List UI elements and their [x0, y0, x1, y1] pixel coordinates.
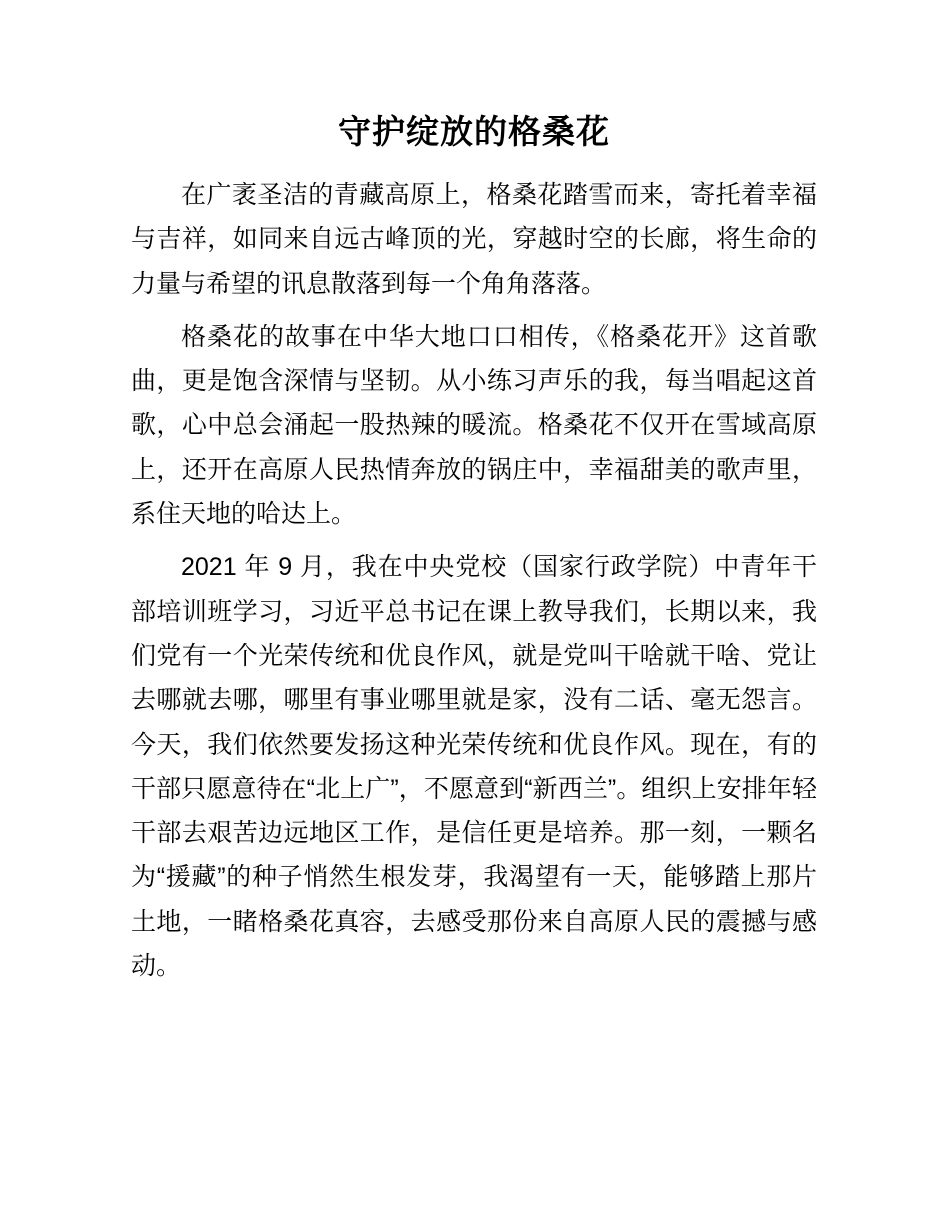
paragraph-gesang-song: 格桑花的故事在中华大地口口相传，《格桑花开》这首歌曲，更是饱含深情与坚韧。从小练习声乐的我，每当唱起这首歌，心中总会涌起一股热辣的暖流。格桑花不仅开在雪域高原上，还开在高原人民热情奔放的锅庄中，幸福甜美的歌声里，系住天地的哈达上。 [131, 322, 817, 529]
paragraph-intro-gesang-flower: 在广袤圣洁的青藏高原上，格桑花踏雪而来，寄托着幸福与吉祥，如同来自远古峰顶的光，穿越时空的长廊，将生命的力量与希望的讯息散落到每一个角角落落。 [131, 181, 817, 298]
paragraph-party-school-2021: 2021 年 9 月，我在中央党校（国家行政学院）中青年干部培训班学习，习近平总书记在课上教导我们，长期以来，我们党有一个光荣传统和优良作风，就是党叫干啥就干啥、党让去哪就去哪，哪里有事业哪里就是家，没有二话、毫无怨言。今天，我们依然要发扬这种光荣传统和优良作风。现在，有的干部只愿意待在“北上广”，不愿意到“新西兰”。组织上安排年轻干部去艰苦边远地区工作，是信任更是培养。那一刻，一颗名为“援藏”的种子悄然生根发芽，我渴望有一天，能够踏上那片土地，一睹格桑花真容，去感受那份来自高原人民的震撼与感动。 [131, 553, 817, 981]
document-title: 守护绽放的格桑花 [338, 113, 610, 150]
